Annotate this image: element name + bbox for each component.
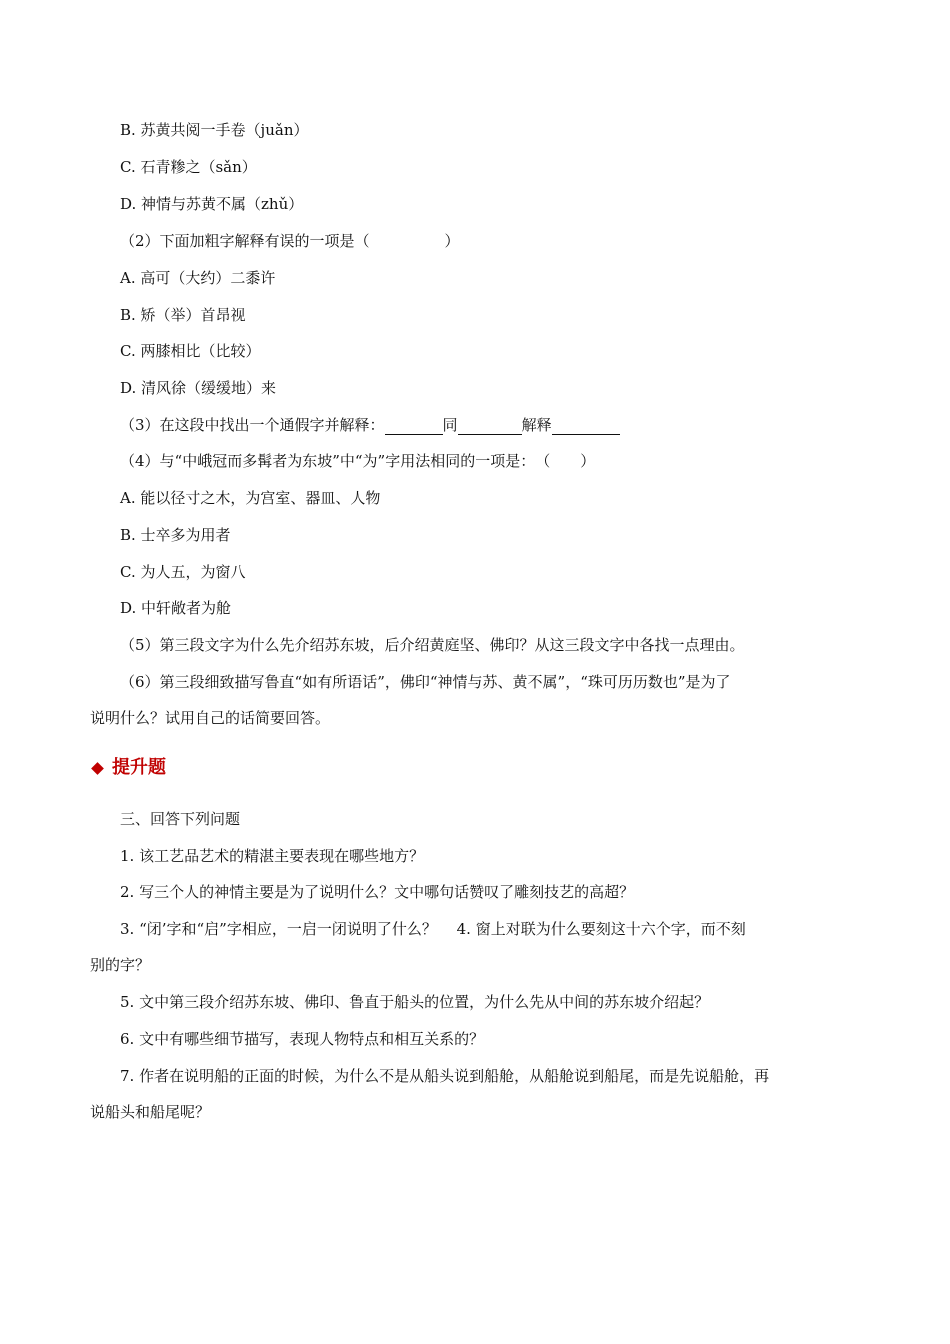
section-heading — [90, 756, 166, 780]
q2-option-a: A. 高可（大约）二黍许 — [120, 269, 276, 287]
q2-stem: （2）下面加粗字解释有误的一项是（ ） — [120, 232, 460, 250]
part3-heading: 三、回答下列问题 — [120, 810, 241, 828]
q4-option-b: B. 士卒多为用者 — [120, 526, 231, 544]
part3-question-5: 5. 文中第三段介绍苏东坡、佛印、鲁直于船头的位置，为什么先从中间的苏东坡介绍起？ — [120, 993, 710, 1011]
q4-stem: （4）与“中峨冠而多髯者为东坡”中“为”字用法相同的一项是： （ ） — [120, 452, 596, 470]
q4-option-d: D. 中轩敞者为舱 — [120, 599, 232, 617]
q5-text: （5）第三段文字为什么先介绍苏东坡，后介绍黄庭坚、佛印？从这三段文字中各找一点理由。 — [120, 636, 745, 654]
q6-line-1: （6）第三段细致描写鲁直“如有所语话”，佛印“神情与苏、黄不属”，“珠可历历数也”是为了 — [120, 673, 731, 691]
q4-option-a: A. 能以径寸之木，为宫室、器皿、人物 — [120, 489, 381, 507]
part3-question-1: 1. 该工艺品艺术的精湛主要表现在哪些地方？ — [120, 847, 425, 865]
q6-line-2: 说明什么？试用自己的话简要回答。 — [90, 709, 331, 727]
q2-option-b: B. 矫（举）首昂视 — [120, 306, 246, 324]
q2-option-d: D. 清风徐（缓缓地）来 — [120, 379, 277, 397]
q3-same-as: 同 — [442, 416, 458, 434]
q3-blank-1[interactable] — [385, 418, 443, 435]
q3-fill-in — [120, 415, 620, 435]
part3-question-3-4-line-2: 别的字？ — [90, 956, 151, 974]
part3-question-2: 2. 写三个人的神情主要是为了说明什么？文中哪句话赞叹了雕刻技艺的高超？ — [120, 883, 635, 901]
q3-explain: 解释 — [521, 416, 552, 434]
q4-option-c: C. 为人五，为窗八 — [120, 563, 246, 581]
q1-option-b: B. 苏黄共阅一手卷（juǎn） — [120, 121, 309, 139]
q3-blank-2[interactable] — [458, 418, 522, 435]
part3-question-6: 6. 文中有哪些细节描写，表现人物特点和相互关系的？ — [120, 1030, 485, 1048]
part3-question-3-4-line-1: 3. “闭’字和“启”字相应，一启一闭说明了什么？ 4. 窗上对联为什么要刻这十六个字，而不刻 — [120, 920, 746, 938]
q3-prefix: （3）在这段中找出一个通假字并解释： — [120, 416, 385, 434]
q3-blank-3[interactable] — [552, 418, 620, 435]
diamond-bullet-icon — [91, 762, 104, 775]
q2-option-c: C. 两膝相比（比较） — [120, 342, 261, 360]
part3-question-7-line-1: 7. 作者在说明船的正面的时候，为什么不是从船头说到船舱，从船舱说到船尾，而是先说船舱，再 — [120, 1067, 770, 1085]
q1-option-c: C. 石青糁之（sǎn） — [120, 158, 257, 176]
part3-question-7-line-2: 说船头和船尾呢？ — [90, 1103, 211, 1121]
q1-option-d: D. 神情与苏黄不属（zhǔ） — [120, 195, 304, 213]
section-title: 提升题 — [112, 757, 166, 778]
